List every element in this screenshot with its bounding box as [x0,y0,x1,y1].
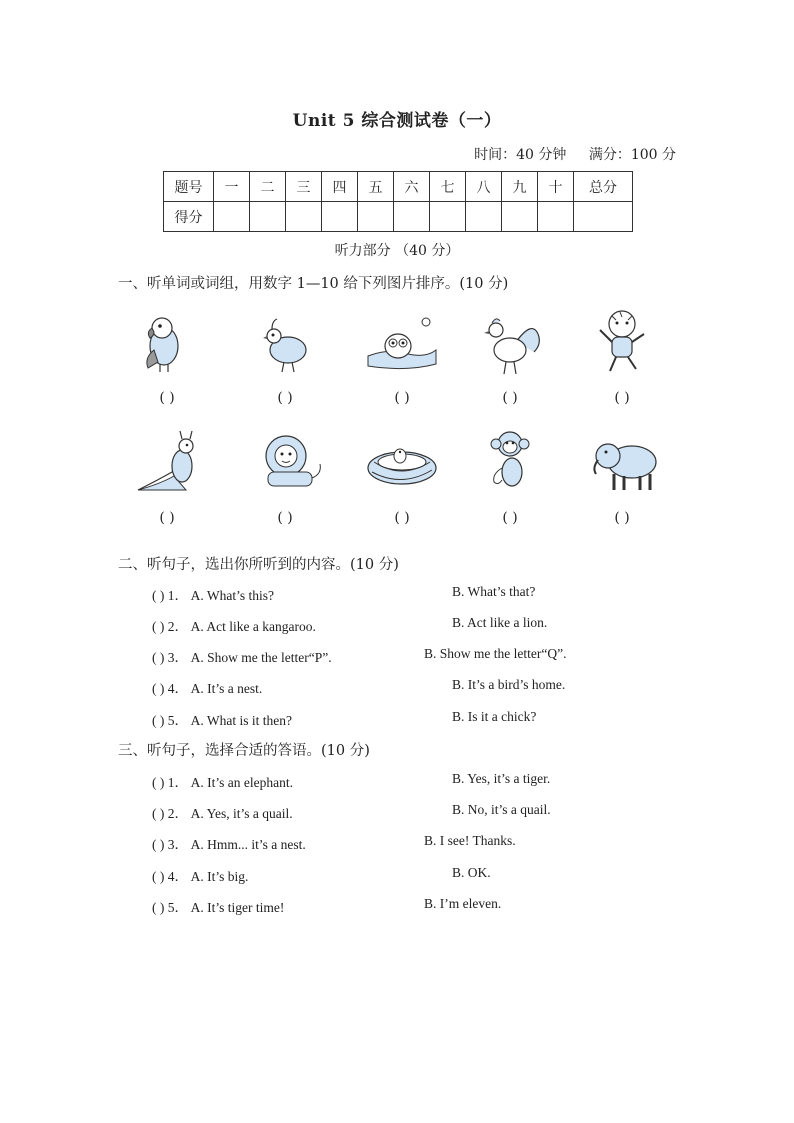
option-a: A. It’s big. [190,869,249,884]
question-number[interactable]: ( ) 2． [152,619,188,634]
option-a: A. Act like a kangaroo. [190,619,316,634]
answer-blank[interactable]: ( ) [159,390,175,406]
column-3: 三 [286,172,322,202]
column-4: 四 [322,172,358,202]
question-row [152,771,293,791]
column-5: 五 [358,172,394,202]
score-cell[interactable] [322,202,358,232]
option-a: A. What’s this? [190,588,275,603]
lion-icon [248,430,332,494]
question-row [152,584,274,604]
score-label: 得分 [164,202,214,232]
page-title: Unit 5 综合测试卷（一） [292,111,502,131]
rooster-icon [470,312,554,376]
exam-meta [456,144,676,164]
answer-blank[interactable]: ( ) [502,390,518,406]
question-row [152,646,332,666]
option-a: A. It’s an elephant. [190,775,293,790]
answer-blank[interactable]: ( ) [394,390,410,406]
question-number[interactable]: ( ) 1． [152,588,188,603]
option-b: B. I’m eleven. [424,896,502,911]
kangaroo-icon [132,430,216,494]
question-number[interactable]: ( ) 3． [152,650,188,665]
column-7: 七 [430,172,466,202]
answer-blank[interactable]: ( ) [614,390,630,406]
question-row [152,677,262,697]
section-2-heading: 二、听句子，选出你所听到的内容。(10 分) [118,557,399,573]
column-10: 十 [538,172,574,202]
option-b: B. Show me the letter“Q”. [424,646,567,661]
score-table-header-row [164,172,633,202]
total-score-cell[interactable] [574,202,633,232]
elephant-icon [584,430,668,494]
score-cell[interactable] [502,202,538,232]
score-cell[interactable] [286,202,322,232]
tiger-icon [580,306,664,370]
option-a: A. Show me the letter“P”. [190,650,332,665]
option-b: B. Act like a lion. [452,615,548,630]
question-row [152,802,293,822]
full-score: 满分：100 分 [588,147,676,163]
question-number[interactable]: ( ) 4． [152,681,188,696]
monkey-icon [472,428,556,492]
option-b: B. No, it’s a quail. [452,802,551,817]
question-number[interactable]: ( ) 4． [152,869,188,884]
quail-icon [244,312,328,376]
listening-heading: 听力部分 （40 分） [334,243,460,259]
answer-blank[interactable]: ( ) [277,510,293,526]
option-a: A. Yes, it’s a quail. [190,806,293,821]
question-number[interactable]: ( ) 2． [152,806,188,821]
question-row [152,896,284,916]
option-b: B. Yes, it’s a tiger. [452,771,551,786]
score-table [163,171,633,232]
time-limit: 时间：40 分钟 [474,147,567,163]
score-cell[interactable] [214,202,250,232]
answer-blank[interactable]: ( ) [159,510,175,526]
option-b: B. I see! Thanks. [424,833,516,848]
question-row [152,833,306,853]
option-b: B. Is it a chick? [452,709,537,724]
section-3-heading: 三、听句子，选择合适的答语。(10 分) [118,743,370,759]
answer-blank[interactable]: ( ) [277,390,293,406]
question-number[interactable]: ( ) 5． [152,713,188,728]
option-a: A. Hmm... it’s a nest. [190,837,306,852]
score-cell[interactable] [538,202,574,232]
option-a: A. It’s tiger time! [190,900,285,915]
score-cell[interactable] [358,202,394,232]
column-6: 六 [394,172,430,202]
column-2: 二 [250,172,286,202]
question-number-label: 题号 [164,172,214,202]
score-cell[interactable] [250,202,286,232]
answer-blank[interactable]: ( ) [394,510,410,526]
question-number[interactable]: ( ) 5． [152,900,188,915]
column-1: 一 [214,172,250,202]
answer-blank[interactable]: ( ) [502,510,518,526]
total-label: 总分 [574,172,633,202]
question-row [152,615,316,635]
option-b: B. It’s a bird’s home. [452,677,566,692]
score-cell[interactable] [466,202,502,232]
nest-icon [360,432,444,496]
question-number[interactable]: ( ) 1． [152,775,188,790]
option-b: B. What’s that? [452,584,536,599]
column-9: 九 [502,172,538,202]
column-8: 八 [466,172,502,202]
score-cell[interactable] [430,202,466,232]
question-number[interactable]: ( ) 3． [152,837,188,852]
answer-blank[interactable]: ( ) [614,510,630,526]
parrot-icon [126,312,210,376]
question-row [152,865,248,885]
option-b: B. OK. [452,865,491,880]
option-a: A. It’s a nest. [190,681,263,696]
option-a: A. What is it then? [190,713,292,728]
owl-icon [360,312,444,376]
section-1-heading: 一、听单词或词组，用数字 1—10 给下列图片排序。(10 分) [118,276,509,292]
score-cell[interactable] [394,202,430,232]
question-row [152,709,292,729]
score-table-score-row [164,202,633,232]
